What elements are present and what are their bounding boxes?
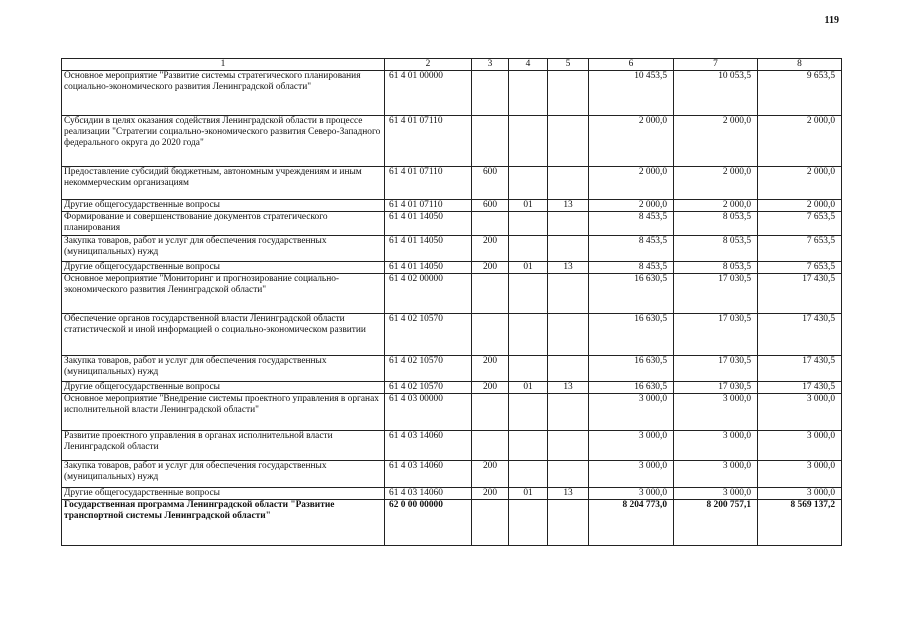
amount-year3-cell: 2 000,0 [758, 167, 842, 200]
subsection-cell: 13 [548, 200, 589, 212]
code-cell: 61 4 01 14050 [385, 212, 472, 236]
subsection-cell [548, 236, 589, 262]
subsection-cell [548, 356, 589, 382]
header-cell: 5 [548, 59, 589, 71]
amount-year2-cell: 8 053,5 [674, 262, 758, 274]
code-cell: 61 4 01 07110 [385, 167, 472, 200]
section-cell: 01 [509, 262, 548, 274]
amount-year2-cell: 17 030,5 [674, 382, 758, 394]
amount-year3-cell: 3 000,0 [758, 394, 842, 431]
section-cell: 01 [509, 488, 548, 500]
code-cell: 61 4 01 07110 [385, 116, 472, 167]
section-cell [509, 394, 548, 431]
header-cell: 2 [385, 59, 472, 71]
subsection-cell: 13 [548, 382, 589, 394]
section-cell [509, 116, 548, 167]
table-row [62, 200, 842, 212]
amount-year2-cell: 2 000,0 [674, 167, 758, 200]
amount-year1-cell: 8 453,5 [589, 262, 674, 274]
name-cell: Другие общегосударственные вопросы [62, 488, 385, 500]
table-row [62, 262, 842, 274]
subsection-cell [548, 500, 589, 546]
amount-year1-cell: 3 000,0 [589, 431, 674, 461]
table-row [62, 314, 842, 356]
amount-year1-cell: 2 000,0 [589, 200, 674, 212]
header-cell: 7 [674, 59, 758, 71]
amount-year3-cell: 2 000,0 [758, 200, 842, 212]
amount-year2-cell: 2 000,0 [674, 200, 758, 212]
expense-type-cell [472, 71, 509, 116]
subsection-cell [548, 431, 589, 461]
table-row [62, 167, 842, 200]
expense-type-cell: 200 [472, 488, 509, 500]
expense-type-cell: 600 [472, 167, 509, 200]
subsection-cell: 13 [548, 262, 589, 274]
subsection-cell [548, 116, 589, 167]
amount-year1-cell: 2 000,0 [589, 116, 674, 167]
amount-year2-cell: 17 030,5 [674, 274, 758, 314]
amount-year3-cell: 7 653,5 [758, 236, 842, 262]
section-cell [509, 274, 548, 314]
table-row [62, 461, 842, 488]
code-cell: 61 4 02 10570 [385, 356, 472, 382]
header-cell: 1 [62, 59, 385, 71]
subsection-cell [548, 167, 589, 200]
name-cell: Основное мероприятие "Внедрение системы проектного управления в органах исполнительной власти Ленинградской области" [62, 394, 385, 431]
page-number: 119 [824, 15, 839, 26]
amount-year2-cell: 8 200 757,1 [674, 500, 758, 546]
amount-year3-cell: 3 000,0 [758, 431, 842, 461]
amount-year3-cell: 7 653,5 [758, 212, 842, 236]
amount-year2-cell: 3 000,0 [674, 394, 758, 431]
section-cell [509, 167, 548, 200]
expense-type-cell [472, 274, 509, 314]
name-cell: Государственная программа Ленинградской области "Развитие транспортной системы Ленинградской области" [62, 500, 385, 546]
section-cell [509, 314, 548, 356]
amount-year1-cell: 16 630,5 [589, 382, 674, 394]
amount-year1-cell: 16 630,5 [589, 314, 674, 356]
amount-year1-cell: 8 453,5 [589, 212, 674, 236]
expense-type-cell [472, 212, 509, 236]
name-cell: Другие общегосударственные вопросы [62, 262, 385, 274]
budget-table [61, 58, 842, 546]
expense-type-cell: 200 [472, 236, 509, 262]
amount-year2-cell: 17 030,5 [674, 314, 758, 356]
name-cell: Субсидии в целях оказания содействия Ленинградской области в процессе реализации "Стратегии социально-экономического развития Северо-Западного федерального округа до 2020 года" [62, 116, 385, 167]
expense-type-cell: 600 [472, 200, 509, 212]
code-cell: 61 4 01 14050 [385, 262, 472, 274]
amount-year1-cell: 16 630,5 [589, 356, 674, 382]
code-cell: 61 4 03 14060 [385, 431, 472, 461]
code-cell: 61 4 03 00000 [385, 394, 472, 431]
name-cell: Другие общегосударственные вопросы [62, 200, 385, 212]
name-cell: Обеспечение органов государственной власти Ленинградской области статистической и иной информацией о социально-экономическом развитии [62, 314, 385, 356]
table-row [62, 356, 842, 382]
section-cell: 01 [509, 382, 548, 394]
header-cell: 3 [472, 59, 509, 71]
name-cell: Закупка товаров, работ и услуг для обеспечения государственных (муниципальных) нужд [62, 356, 385, 382]
name-cell: Другие общегосударственные вопросы [62, 382, 385, 394]
code-cell: 61 4 03 14060 [385, 461, 472, 488]
subsection-cell [548, 71, 589, 116]
subsection-cell [548, 461, 589, 488]
header-cell: 4 [509, 59, 548, 71]
amount-year2-cell: 3 000,0 [674, 431, 758, 461]
amount-year3-cell: 3 000,0 [758, 488, 842, 500]
code-cell: 61 4 02 10570 [385, 382, 472, 394]
amount-year2-cell: 8 053,5 [674, 236, 758, 262]
name-cell: Развитие проектного управления в органах исполнительной власти Ленинградской области [62, 431, 385, 461]
section-cell [509, 461, 548, 488]
section-cell [509, 356, 548, 382]
section-cell [509, 236, 548, 262]
expense-type-cell [472, 431, 509, 461]
code-cell: 61 4 02 00000 [385, 274, 472, 314]
expense-type-cell [472, 314, 509, 356]
table-row [62, 488, 842, 500]
table-row [62, 431, 842, 461]
amount-year3-cell: 8 569 137,2 [758, 500, 842, 546]
amount-year2-cell: 17 030,5 [674, 356, 758, 382]
subsection-cell [548, 274, 589, 314]
section-cell: 01 [509, 200, 548, 212]
code-cell: 61 4 02 10570 [385, 314, 472, 356]
expense-type-cell [472, 116, 509, 167]
amount-year2-cell: 3 000,0 [674, 488, 758, 500]
subsection-cell: 13 [548, 488, 589, 500]
code-cell: 61 4 01 14050 [385, 236, 472, 262]
amount-year3-cell: 17 430,5 [758, 382, 842, 394]
amount-year1-cell: 8 204 773,0 [589, 500, 674, 546]
amount-year2-cell: 8 053,5 [674, 212, 758, 236]
code-cell: 61 4 03 14060 [385, 488, 472, 500]
expense-type-cell: 200 [472, 382, 509, 394]
subsection-cell [548, 314, 589, 356]
amount-year3-cell: 17 430,5 [758, 274, 842, 314]
amount-year3-cell: 2 000,0 [758, 116, 842, 167]
header-cell: 6 [589, 59, 674, 71]
amount-year1-cell: 16 630,5 [589, 274, 674, 314]
header-cell: 8 [758, 59, 842, 71]
amount-year3-cell: 3 000,0 [758, 461, 842, 488]
table-row [62, 274, 842, 314]
amount-year3-cell: 17 430,5 [758, 314, 842, 356]
code-cell: 61 4 01 07110 [385, 200, 472, 212]
expense-type-cell [472, 500, 509, 546]
table-row [62, 382, 842, 394]
expense-type-cell [472, 394, 509, 431]
table-row [62, 236, 842, 262]
name-cell: Основное мероприятие "Мониторинг и прогнозирование социально-экономического развития Ленинградской области" [62, 274, 385, 314]
amount-year1-cell: 10 453,5 [589, 71, 674, 116]
section-cell [509, 212, 548, 236]
name-cell: Основное мероприятие "Развитие системы стратегического планирования социально-экономического развития Ленинградской области" [62, 71, 385, 116]
amount-year3-cell: 9 653,5 [758, 71, 842, 116]
amount-year1-cell: 8 453,5 [589, 236, 674, 262]
amount-year1-cell: 3 000,0 [589, 394, 674, 431]
amount-year3-cell: 7 653,5 [758, 262, 842, 274]
section-cell [509, 431, 548, 461]
subsection-cell [548, 394, 589, 431]
expense-type-cell: 200 [472, 461, 509, 488]
table-row [62, 71, 842, 116]
name-cell: Предоставление субсидий бюджетным, автономным учреждениям и иным некоммерческим организациям [62, 167, 385, 200]
amount-year1-cell: 3 000,0 [589, 488, 674, 500]
amount-year1-cell: 3 000,0 [589, 461, 674, 488]
name-cell: Закупка товаров, работ и услуг для обеспечения государственных (муниципальных) нужд [62, 461, 385, 488]
name-cell: Закупка товаров, работ и услуг для обеспечения государственных (муниципальных) нужд [62, 236, 385, 262]
code-cell: 61 4 01 00000 [385, 71, 472, 116]
amount-year2-cell: 2 000,0 [674, 116, 758, 167]
amount-year1-cell: 2 000,0 [589, 167, 674, 200]
amount-year2-cell: 3 000,0 [674, 461, 758, 488]
amount-year2-cell: 10 053,5 [674, 71, 758, 116]
table-row [62, 116, 842, 167]
table-row [62, 212, 842, 236]
section-cell [509, 71, 548, 116]
section-cell [509, 500, 548, 546]
table-row [62, 500, 842, 546]
name-cell: Формирование и совершенствование документов стратегического планирования [62, 212, 385, 236]
expense-type-cell: 200 [472, 356, 509, 382]
subsection-cell [548, 212, 589, 236]
header-row [62, 59, 842, 71]
amount-year3-cell: 17 430,5 [758, 356, 842, 382]
table-row [62, 394, 842, 431]
code-cell: 62 0 00 00000 [385, 500, 472, 546]
expense-type-cell: 200 [472, 262, 509, 274]
